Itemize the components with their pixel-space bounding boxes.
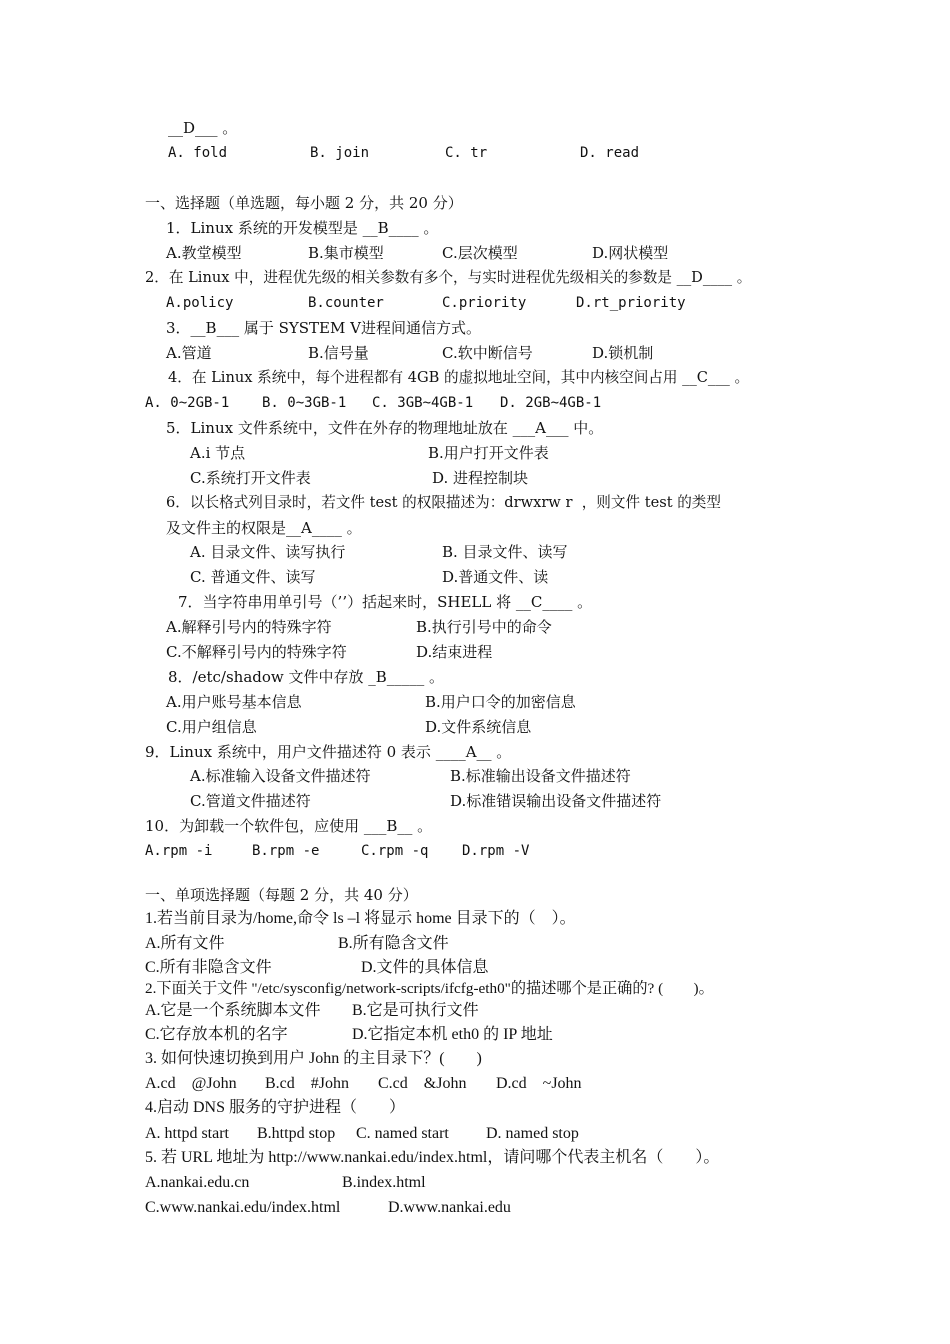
s2-q1-option-d: D.文件的具体信息 xyxy=(361,959,489,976)
s1-q8-option-b: B.用户口令的加密信息 xyxy=(425,693,576,711)
s2-q3-option-c: C.cd &John xyxy=(378,1075,467,1092)
s1-q8-text: 8．/etc/shadow 文件中存放 _B_____ 。 xyxy=(168,668,445,686)
s1-q1-option-b: B.集市模型 xyxy=(308,244,384,262)
s1-q7-option-c: C.不解释引号内的特殊字符 xyxy=(166,643,347,661)
s1-q8-option-d: D.文件系统信息 xyxy=(425,718,532,736)
s2-q5-option-b: B.index.html xyxy=(342,1174,426,1191)
s1-q5-option-c: C.系统打开文件表 xyxy=(190,469,311,487)
s1-q9-option-c: C.管道文件描述符 xyxy=(190,792,311,810)
s1-q2-text: 2．在 Linux 中，进程优先级的相关参数有多个，与实时进程优先级相关的参数是 __D____ 。 xyxy=(145,269,752,286)
s1-q7-option-b: B.执行引号中的命令 xyxy=(416,618,552,636)
s2-q2-option-a: A.它是一个系统脚本文件 xyxy=(145,1002,321,1019)
top-option-d: D. read xyxy=(580,145,640,161)
s1-q10-option-a: A.rpm -i xyxy=(145,843,213,859)
s1-q9-option-a: A.标准输入设备文件描述符 xyxy=(190,767,371,785)
s1-q6-option-b: B. 目录文件、读写 xyxy=(442,543,568,561)
s1-q6-text-line1: 6．以长格式列目录时，若文件 test 的权限描述为：drwxrw r ，则文件 test 的类型 xyxy=(166,494,721,511)
s1-q3-option-b: B.信号量 xyxy=(308,344,369,362)
s1-q4-text: 4．在 Linux 系统中，每个进程都有 4GB 的虚拟地址空间，其中内核空间占用 __C___ 。 xyxy=(168,369,750,386)
s2-q3-option-d: D.cd ~John xyxy=(496,1075,582,1092)
s1-q2-option-b: B.counter xyxy=(308,295,384,311)
s1-q3-text: 3．__B___ 属于 SYSTEM Ⅴ进程间通信方式。 xyxy=(166,319,481,337)
s2-q5-option-d: D.www.nankai.edu xyxy=(388,1199,511,1216)
s2-q4-text: 4.启动 DNS 服务的守护进程（ ） xyxy=(145,1099,406,1116)
s2-q4-option-a: A. httpd start xyxy=(145,1125,229,1142)
s1-q1-text: 1．Linux 系统的开发模型是 __B____ 。 xyxy=(166,219,439,237)
top-answer: __D___ 。 xyxy=(168,119,238,137)
s1-q3-option-d: D.锁机制 xyxy=(592,344,654,362)
s1-q8-option-a: A.用户账号基本信息 xyxy=(166,693,302,711)
s2-q4-option-d: D. named stop xyxy=(486,1125,579,1142)
s1-q10-option-c: C.rpm -q xyxy=(361,843,429,859)
s1-q1-option-d: D.网状模型 xyxy=(592,244,669,262)
s1-q9-option-d: D.标准错误输出设备文件描述符 xyxy=(450,792,662,810)
s2-q2-option-c: C.它存放本机的名字 xyxy=(145,1026,288,1043)
s2-q3-option-a: A.cd @John xyxy=(145,1075,237,1092)
s1-q4-option-b: B. 0~3GB-1 xyxy=(262,395,347,411)
s2-q4-option-c: C. named start xyxy=(356,1125,449,1142)
s2-q2-option-b: B.它是可执行文件 xyxy=(352,1002,479,1019)
s2-q5-option-a: A.nankai.edu.cn xyxy=(145,1174,250,1191)
s1-q7-text: 7．当字符串用单引号（’’）括起来时，SHELL 将 __C____ 。 xyxy=(178,593,593,611)
s1-q6-option-d: D.普通文件、读 xyxy=(442,568,549,586)
s1-q9-text: 9．Linux 系统中，用户文件描述符 0 表示 ____A__ 。 xyxy=(145,743,512,761)
s2-q1-option-c: C.所有非隐含文件 xyxy=(145,959,272,976)
s1-q6-option-c: C. 普通文件、读写 xyxy=(190,568,316,586)
s2-q2-option-d: D.它指定本机 eth0 的 IP 地址 xyxy=(352,1026,553,1043)
s1-q5-text: 5．Linux 文件系统中，文件在外存的物理地址放在 ___A___ 中。 xyxy=(166,419,604,437)
s2-q3-option-b: B.cd #John xyxy=(265,1075,350,1092)
section2-title: 一、单项选择题（每题 2 分，共 40 分） xyxy=(145,886,418,904)
s1-q5-option-b: B.用户打开文件表 xyxy=(428,444,549,462)
s2-q3-text: 3. 如何快速切换到用户 John 的主目录下？( ) xyxy=(145,1050,482,1067)
s1-q2-option-d: D.rt_priority xyxy=(576,295,686,311)
s1-q5-option-d: D. 进程控制块 xyxy=(432,469,529,487)
s1-q7-option-d: D.结束进程 xyxy=(416,643,493,661)
s2-q1-text: 1.若当前目录为/home,命令 ls –l 将显示 home 目录下的（ ）。 xyxy=(145,910,576,927)
s2-q1-option-b: B.所有隐含文件 xyxy=(338,935,449,952)
s2-q1-option-a: A.所有文件 xyxy=(145,935,225,952)
s1-q6-option-a: A. 目录文件、读写执行 xyxy=(190,543,346,561)
s1-q10-option-d: D.rpm -V xyxy=(462,843,530,859)
top-option-c: C. tr xyxy=(445,145,488,161)
s2-q5-option-c: C.www.nankai.edu/index.html xyxy=(145,1199,341,1216)
top-option-a: A. fold xyxy=(168,145,228,161)
section1-title: 一、选择题（单选题，每小题 2 分，共 20 分） xyxy=(145,194,463,212)
s1-q2-option-a: A.policy xyxy=(166,295,234,311)
s1-q5-option-a: A.i 节点 xyxy=(190,444,246,462)
s1-q8-option-c: C.用户组信息 xyxy=(166,718,257,736)
s1-q4-option-a: A. 0~2GB-1 xyxy=(145,395,230,411)
s1-q1-option-c: C.层次模型 xyxy=(442,244,518,262)
s1-q10-option-b: B.rpm -e xyxy=(252,843,320,859)
s2-q2-text: 2.下面关于文件 "/etc/sysconfig/network-scripts/ifcfg-eth0"的描述哪个是正确的? ( )。 xyxy=(145,980,714,997)
s1-q9-option-b: B.标准输出设备文件描述符 xyxy=(450,767,631,785)
s2-q4-option-b: B.httpd stop xyxy=(257,1125,336,1142)
s1-q3-option-a: A.管道 xyxy=(166,344,212,362)
top-option-b: B. join xyxy=(310,145,370,161)
s1-q3-option-c: C.软中断信号 xyxy=(442,344,533,362)
s1-q2-option-c: C.priority xyxy=(442,295,527,311)
s2-q5-text: 5. 若 URL 地址为 http://www.nankai.edu/index.html，请问哪个代表主机名（ ）。 xyxy=(145,1149,720,1166)
s1-q1-option-a: A.教堂模型 xyxy=(166,244,242,262)
s1-q4-option-c: C. 3GB~4GB-1 xyxy=(372,395,474,411)
s1-q6-text-line2: 及文件主的权限是__A____ 。 xyxy=(166,519,362,537)
s1-q4-option-d: D. 2GB~4GB-1 xyxy=(500,395,602,411)
s1-q7-option-a: A.解释引号内的特殊字符 xyxy=(166,618,332,636)
s1-q10-text: 10．为卸载一个软件包，应使用 ___B__ 。 xyxy=(145,817,433,835)
